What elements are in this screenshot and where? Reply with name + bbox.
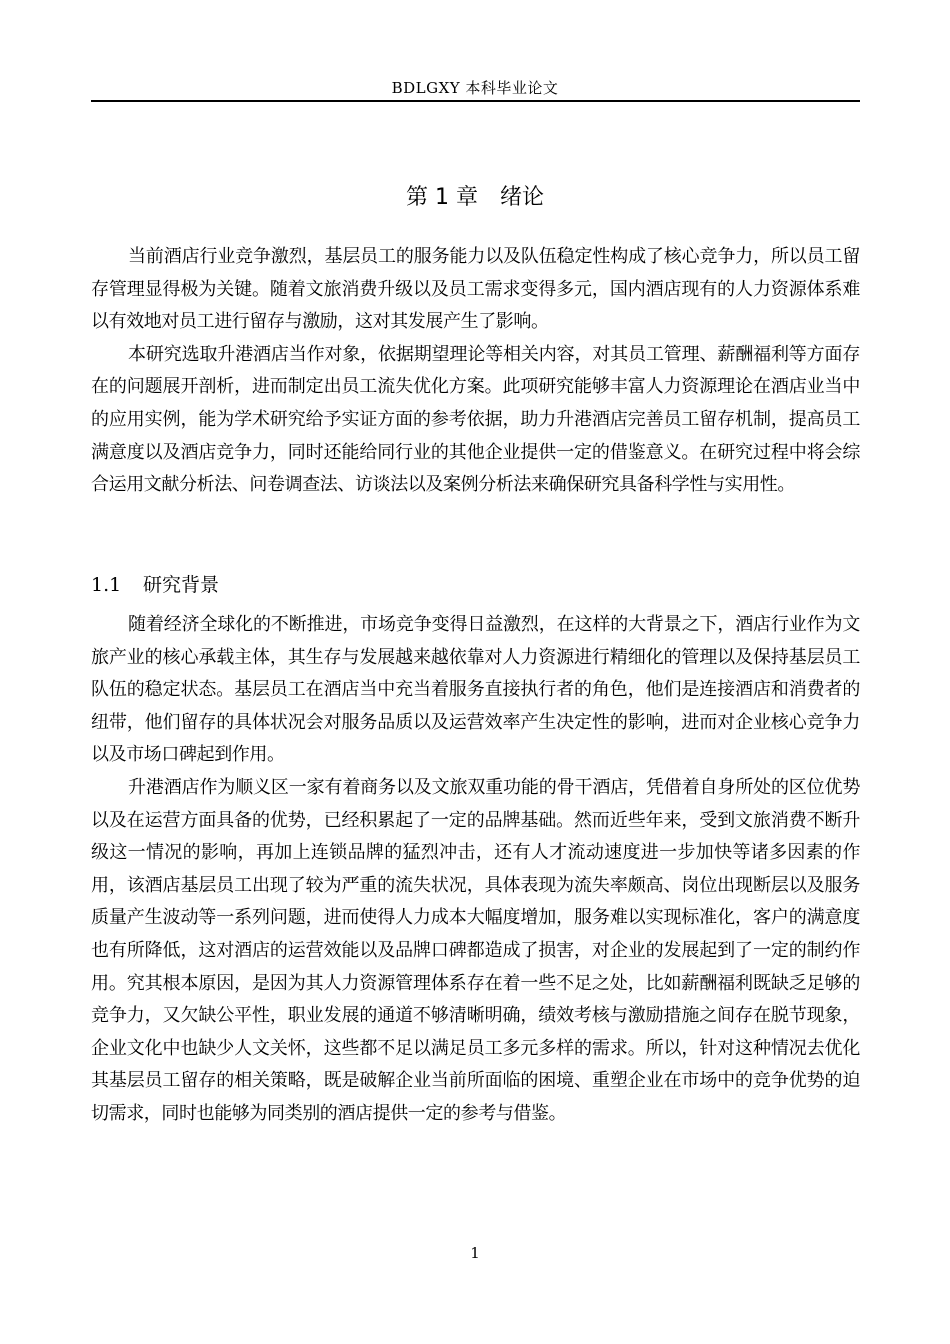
running-header: BDLGXY 本科毕业论文 [391,79,559,97]
section-title: 研究背景 [143,574,220,596]
intro-paragraph-2: 本研究选取升港酒店当作对象，依据期望理论等相关内容，对其员工管理、薪酬福利等方面存在的问题展开剖析，进而制定出员工流失优化方案。此项研究能够丰富人力资源理论在酒店业当中的应用实例，能为学术研究给予实证方面的参考依据，助力升港酒店完善员工留存机制，提高员工满意度以及酒店竞争力，同时还能给同行业的其他企业提供一定的借鉴意义。在研究过程中将会综合运用文献分析法、问卷调查法、访谈法以及案例分析法来确保研究具备科学性与实用性。 [91,343,860,496]
chapter-title: 第 1 章 绪论 [406,185,544,210]
background-section [91,609,860,1131]
section-number: 1.1 [91,574,122,596]
intro-paragraph-1: 当前酒店行业竞争激烈，基层员工的服务能力以及队伍稳定性构成了核心竞争力，所以员工留存管理显得极为关键。随着文旅消费升级以及员工需求变得多元，国内酒店现有的人力资源体系难以有效地对员工进行留存与激励，这对其发展产生了影响。 [91,246,860,333]
header-rule [91,100,860,102]
page-number: 1 [470,1244,480,1262]
intro-section [91,241,860,502]
section-heading [91,570,219,597]
background-paragraph-2: 升港酒店作为顺义区一家有着商务以及文旅双重功能的骨干酒店，凭借着自身所处的区位优势以及在运营方面具备的优势，已经积累起了一定的品牌基础。然而近些年来，受到文旅消费不断升级这一情况的影响，再加上连锁品牌的猛烈冲击，还有人才流动速度进一步加快等诸多因素的作用，该酒店基层员工出现了较为严重的流失状况，具体表现为流失率颇高、岗位出现断层以及服务质量产生波动等一系列问题，进而使得人力成本大幅度增加，服务难以实现标准化，客户的满意度也有所降低，这对酒店的运营效能以及品牌口碑都造成了损害，对企业的发展起到了一定的制约作用。究其根本原因，是因为其人力资源管理体系存在着一些不足之处，比如薪酬福利既缺乏足够的竞争力，又欠缺公平性，职业发展的通道不够清晰明确，绩效考核与激励措施之间存在脱节现象，企业文化中也缺少人文关怀，这些都不足以满足员工多元多样的需求。所以，针对这种情况去优化其基层员工留存的相关策略，既是破解企业当前所面临的困境、重塑企业在市场中的竞争优势的迫切需求，同时也能够为同类别的酒店提供一定的参考与借鉴。 [91,776,860,1124]
background-paragraph-1: 随着经济全球化的不断推进，市场竞争变得日益激烈，在这样的大背景之下，酒店行业作为文旅产业的核心承载主体，其生存与发展越来越依靠对人力资源进行精细化的管理以及保持基层员工队伍的稳定状态。基层员工在酒店当中充当着服务直接执行者的角色，他们是连接酒店和消费者的纽带，他们留存的具体状况会对服务品质以及运营效率产生决定性的影响，进而对企业核心竞争力以及市场口碑起到作用。 [91,614,860,766]
